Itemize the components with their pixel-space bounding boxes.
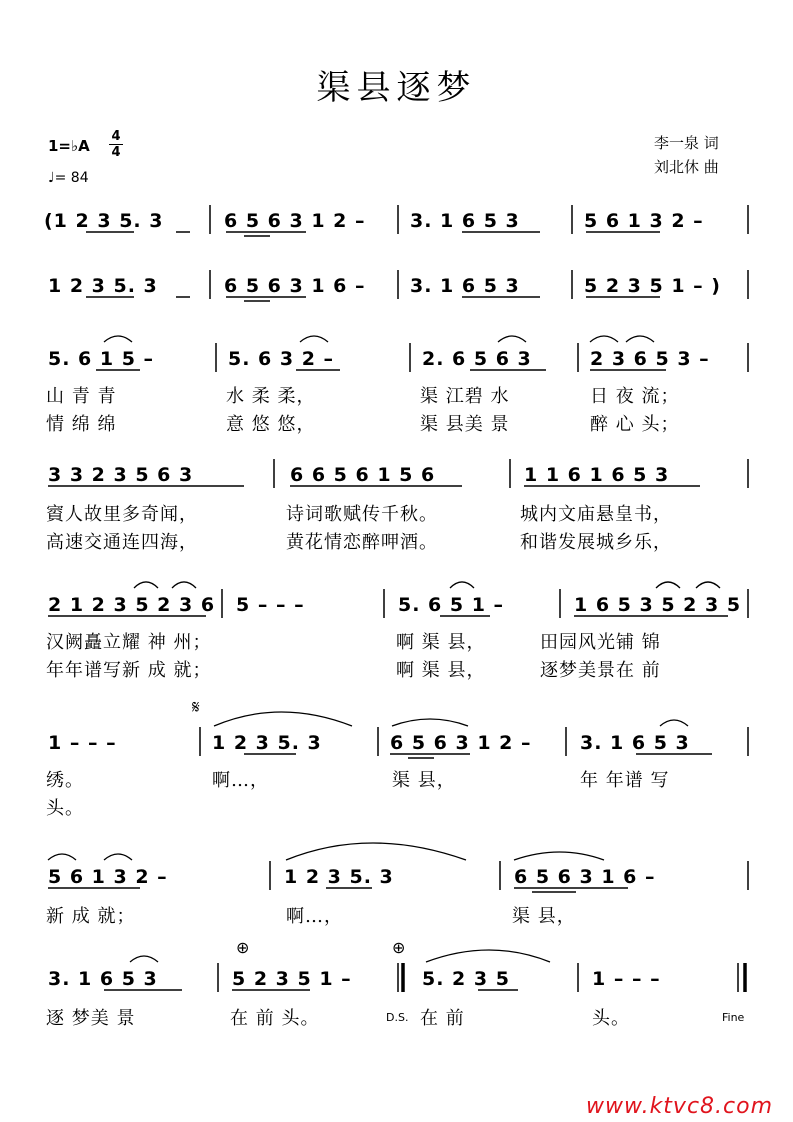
lyric-verse-2: 意 悠 悠， [226, 414, 316, 435]
measure-notes: 3 3 2 3 5 6 3 [48, 464, 194, 486]
composer-credit: 刘北休 曲 [654, 158, 719, 176]
measure-notes: 2 3 6 5 3 – [590, 348, 710, 370]
measure-notes: 5 2 3 5 1 – ) [584, 275, 721, 297]
lyric-verse-2: 醉 心 头； [590, 414, 680, 435]
watermark: www.ktvc8.com [586, 1094, 774, 1119]
measure-notes: 1 1 6 1 6 5 3 [524, 464, 670, 486]
lyric-verse-2: 渠 县美 景 [420, 414, 510, 435]
lyric-verse-1: 日 夜 流； [590, 386, 680, 407]
lyric-verse-1: 賨人故里多奇闻， [46, 504, 198, 525]
coda-sign: ⊕ [236, 938, 250, 957]
measure-notes: 1 – – – [48, 732, 117, 754]
slurs [48, 336, 720, 962]
time-signature-bottom: 4 [109, 144, 123, 160]
measure-notes: 2 1 2 3 5 2 3 6 [48, 594, 216, 616]
segno-sign: 𝄋 [192, 697, 200, 718]
lyric-verse-1: 啊…， [286, 906, 343, 927]
time-signature-top: 4 [111, 129, 121, 144]
tempo-marking: ♩= 84 [48, 170, 89, 186]
coda-sign: ⊕ [392, 938, 406, 957]
measure-notes: 3. 1 6 5 3 [48, 968, 158, 990]
lyric-verse-1: 渠 县， [512, 906, 576, 927]
fine-mark: Fine [722, 1011, 745, 1024]
lyric-verse-1: 头。 [592, 1008, 630, 1029]
measure-notes: 1 2 3 5. 3 [284, 866, 394, 888]
measure-notes: 3. 1 6 5 3 [580, 732, 690, 754]
lyric-verse-2: 高速交通连四海， [46, 532, 198, 553]
lyric-verse-1: 渠 江碧 水 [420, 386, 510, 407]
lyric-verse-1: 啊…， [212, 770, 269, 791]
measure-notes: 5 – – – [236, 594, 305, 616]
lyric-verse-1: 绣。 [46, 770, 84, 791]
measure-notes: 2. 6 5 6 3 [422, 348, 532, 370]
measure-notes: 3. 1 6 5 3 [410, 275, 520, 297]
lyric-verse-1: 渠 县， [392, 770, 456, 791]
lyric-verse-1: 啊 渠 县， [396, 632, 486, 653]
beams [48, 232, 728, 990]
measure-notes: 1 – – – [592, 968, 661, 990]
lyric-verse-1: 城内文庙悬皇书， [520, 504, 672, 525]
da-segno-mark: D.S. [386, 1011, 409, 1024]
measure-notes: 5 6 1 3 2 – [584, 210, 704, 232]
lyric-verse-1: 新 成 就； [46, 906, 136, 927]
measure-notes: (1 2 3 5. 3 [44, 210, 164, 232]
measure-notes: 1 6 5 3 5 2 3 5 [574, 594, 742, 616]
measure-notes: 6 5 6 3 1 2 – [224, 210, 366, 232]
measure-notes: 6 6 5 6 1 5 6 [290, 464, 436, 486]
measure-notes: 5. 2 3 5 [422, 968, 510, 990]
lyric-verse-1: 逐 梦美 景 [46, 1008, 136, 1029]
lyric-verse-1: 在 前 [420, 1008, 465, 1029]
measure-notes: 5. 6 5 1 – [398, 594, 505, 616]
barlines [200, 205, 748, 992]
lyric-verse-2: 头。 [46, 798, 84, 819]
lyric-verse-2: 和谐发展城乡乐， [520, 532, 672, 553]
lyric-verse-2: 黄花情恋醉呷酒。 [286, 532, 438, 553]
lyric-verse-1: 山 青 青 [46, 386, 117, 407]
lyric-verse-1: 田园风光铺 锦 [540, 632, 661, 653]
lyric-verse-1: 汉阙矗立耀 神 州； [46, 632, 212, 653]
key-signature: 1=♭A [48, 137, 90, 155]
lyric-verse-2: 年年谱写新 成 就； [46, 660, 212, 681]
measure-notes: 5. 6 3 2 – [228, 348, 335, 370]
measure-notes: 3. 1 6 5 3 [410, 210, 520, 232]
lyric-verse-1: 在 前 头。 [230, 1008, 320, 1029]
measure-notes: 6 5 6 3 1 6 – [514, 866, 656, 888]
lyric-verse-2: 逐梦美景在 前 [540, 660, 661, 681]
song-title: 渠县逐梦 [316, 68, 477, 108]
lyric-verse-1: 诗词歌赋传千秋。 [286, 504, 438, 525]
lyric-verse-2: 啊 渠 县， [396, 660, 486, 681]
lyric-verse-2: 情 绵 绵 [46, 414, 117, 435]
measure-notes: 6 5 6 3 1 2 – [390, 732, 532, 754]
measure-notes: 1 2 3 5. 3 [212, 732, 322, 754]
lyricist-credit: 李一泉 词 [654, 134, 719, 152]
measure-notes: 1 2 3 5. 3 [48, 275, 158, 297]
lyric-verse-1: 年 年谱 写 [580, 770, 670, 791]
measure-notes: 5. 6 1 5 – [48, 348, 155, 370]
measure-notes: 5 6 1 3 2 – [48, 866, 168, 888]
measure-notes: 5 2 3 5 1 – [232, 968, 352, 990]
lyric-verse-1: 水 柔 柔， [226, 386, 316, 407]
measure-notes: 6 5 6 3 1 6 – [224, 275, 366, 297]
